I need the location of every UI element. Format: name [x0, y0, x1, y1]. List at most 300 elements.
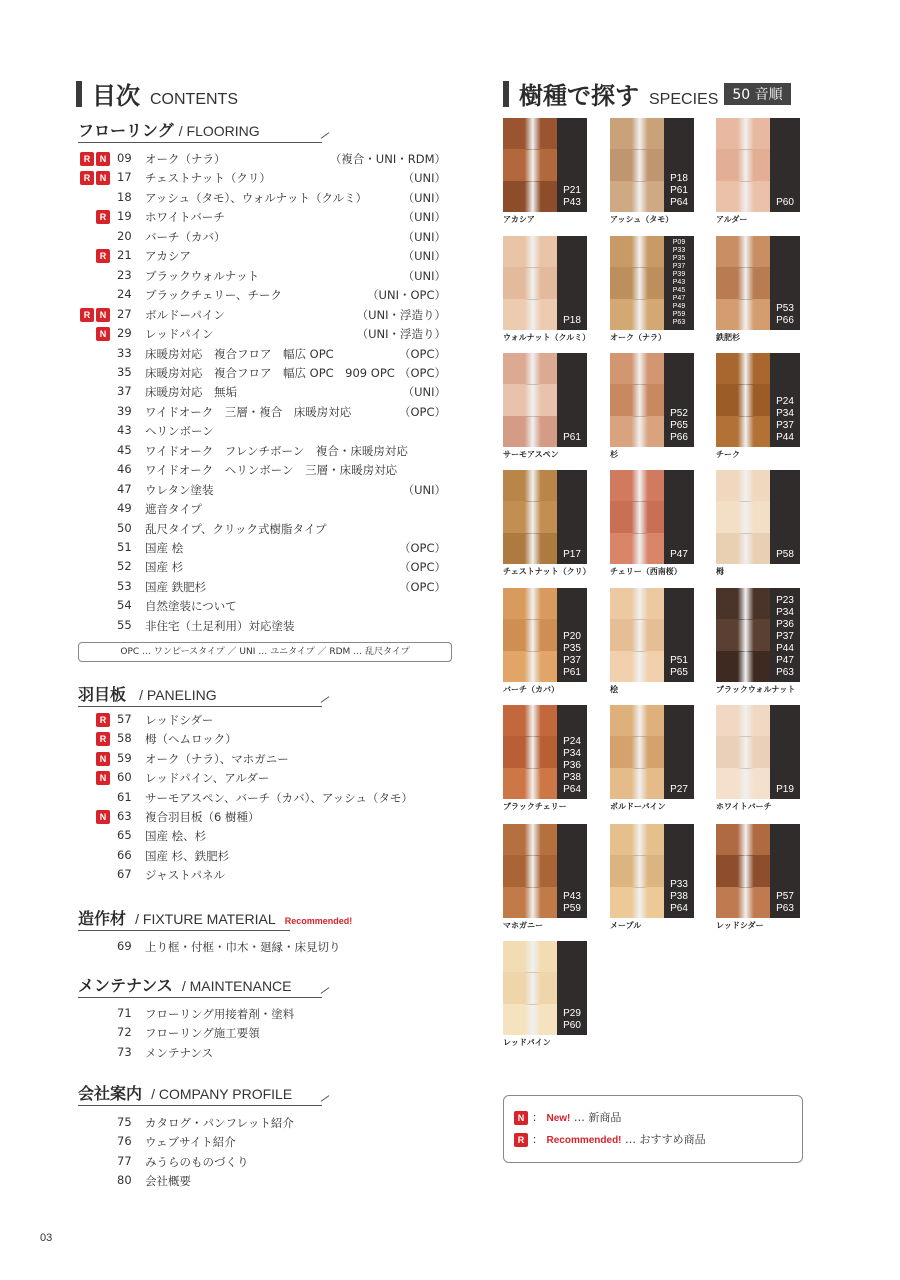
paneling-heading — [78, 682, 328, 706]
species-name: サーモアスペン — [503, 450, 559, 459]
paneling-title-ja: 羽目板 — [78, 685, 127, 704]
wood-plank — [610, 588, 664, 620]
toc-row — [76, 770, 446, 789]
recommended-badge: R — [80, 308, 94, 322]
wood-plank — [503, 299, 557, 330]
product-type: （UNI・浮造り） — [356, 307, 446, 322]
wood-plank — [610, 236, 664, 268]
page-ref: 21 — [117, 248, 132, 263]
badge-group — [76, 752, 112, 766]
species-tile — [610, 824, 698, 918]
wood-plank — [716, 267, 770, 300]
toc-title: 国産 桧 — [145, 541, 184, 555]
page-ref: 61 — [117, 789, 132, 804]
page-ref: 73 — [117, 1044, 132, 1059]
toc-row — [76, 939, 446, 958]
wood-plank — [716, 824, 770, 856]
species-page-refs — [664, 549, 694, 561]
page-ref: 60 — [117, 770, 132, 785]
section-underline — [78, 706, 322, 707]
product-type: （UNI） — [402, 385, 446, 400]
species-page-ref: P47 — [672, 295, 686, 302]
recommended-badge: R — [514, 1133, 528, 1147]
species-page-ref: P44 — [776, 643, 794, 654]
page-ref: 37 — [117, 384, 132, 399]
species-page-ref: P65 — [670, 667, 688, 678]
species-tile — [610, 705, 698, 799]
species-page-refs — [770, 197, 800, 209]
wood-plank — [503, 824, 557, 856]
flooring-title-ja: フローリング — [78, 121, 174, 140]
species-page-ref: P37 — [672, 263, 686, 270]
wood-plank — [503, 384, 557, 417]
species-page-ref: P34 — [776, 607, 794, 618]
species-name: ブラックウォルナット — [716, 685, 796, 694]
toc-title: みうらのものづくり — [145, 1154, 249, 1169]
wood-plank — [610, 470, 664, 502]
toc-row — [76, 1045, 446, 1064]
toc-row — [76, 1025, 446, 1044]
page-ref: 49 — [117, 501, 132, 516]
page-ref: 29 — [117, 326, 132, 341]
section-underline — [78, 1105, 322, 1106]
species-name: ホワイトバーチ — [716, 802, 772, 811]
wood-plank — [610, 353, 664, 385]
species-tile — [716, 118, 804, 212]
wood-plank — [610, 267, 664, 300]
toc-row — [76, 404, 446, 423]
toc-row — [76, 1006, 446, 1025]
species-page-ref: P36 — [776, 619, 794, 630]
wood-plank — [716, 588, 770, 620]
wood-sample-image — [716, 705, 770, 799]
toc-title: サーモアスペン、バーチ（カバ）、アッシュ（タモ） — [145, 790, 413, 805]
species-page-ref: P66 — [670, 432, 688, 443]
species-page-ref: P38 — [563, 772, 581, 783]
wood-sample-image — [610, 588, 664, 682]
page-ref: 47 — [117, 481, 132, 496]
toc-title: 国産 桧、杉 — [145, 829, 207, 844]
wood-sample-image — [716, 353, 770, 447]
species-name: 鉄肥杉 — [716, 333, 740, 342]
toc-title: アカシア — [145, 249, 191, 264]
wood-plank — [610, 736, 664, 769]
wood-plank — [503, 887, 557, 918]
species-tile — [503, 941, 591, 1035]
species-page-refs — [557, 549, 587, 561]
species-page-ref: P44 — [776, 432, 794, 443]
toc-title: メンテナンス — [145, 1045, 214, 1060]
toc-row — [76, 170, 446, 189]
page-ref: 27 — [117, 306, 132, 321]
species-name: チェリー（西南桜） — [610, 567, 682, 576]
species-page-ref: P39 — [672, 271, 686, 278]
toc-title: 複合羽目板（6 樹種） — [145, 810, 260, 824]
toc-title: 上り框・付框・巾木・廻縁・床見切り — [145, 940, 341, 954]
toc-title: ワイドオーク フレンチボーン 複合・床暖房対応 — [145, 443, 408, 458]
species-page-refs — [770, 549, 800, 561]
species-tile — [610, 470, 698, 564]
wood-plank — [716, 855, 770, 888]
wood-plank — [503, 533, 557, 564]
toc-title: 床暖房対応 無垢 — [145, 385, 237, 400]
species-tile — [610, 236, 698, 330]
species-page-ref: P29 — [563, 1008, 581, 1019]
page-ref: 76 — [117, 1134, 132, 1149]
wood-plank — [503, 1004, 557, 1035]
species-tile — [716, 470, 804, 564]
page-ref: 71 — [117, 1006, 132, 1020]
toc-row — [76, 540, 446, 559]
species-page-ref: P52 — [670, 408, 688, 419]
toc-row — [76, 809, 446, 828]
wood-sample-image — [503, 236, 557, 330]
species-page-ref: P60 — [563, 1020, 581, 1031]
wood-plank — [610, 533, 664, 564]
toc-title: 自然塗装について — [145, 599, 237, 614]
toc-row — [76, 365, 446, 384]
wood-plank — [610, 651, 664, 682]
species-page-refs — [557, 315, 587, 327]
toc-title: フローリング施工要領 — [145, 1026, 260, 1041]
product-type: （UNI） — [402, 229, 446, 244]
product-type: （UNI・浮造り） — [356, 327, 446, 342]
toc-title: 遮音タイプ — [145, 502, 202, 517]
new-badge: N — [96, 152, 110, 166]
toc-title: ワイドオーク 三層・複合 床暖房対応 — [145, 404, 352, 419]
wood-sample-image — [503, 705, 557, 799]
page-ref: 54 — [117, 598, 132, 613]
section-underline-tail — [321, 696, 330, 703]
page-ref: 69 — [117, 939, 132, 953]
wood-plank — [503, 736, 557, 769]
species-name: チーク — [716, 450, 740, 459]
page-ref: 50 — [117, 520, 132, 535]
page-ref: 63 — [117, 809, 132, 823]
wood-plank — [503, 181, 557, 212]
wood-plank — [716, 533, 770, 564]
species-page-ref: P61 — [563, 667, 581, 678]
toc-row — [76, 287, 446, 306]
species-page-refs — [770, 595, 800, 679]
species-page-ref: P33 — [670, 879, 688, 890]
product-type: （UNI） — [402, 268, 446, 283]
fixture-title-en: / FIXTURE MATERIAL — [135, 911, 276, 927]
product-type: （OPC） — [398, 346, 446, 361]
toc-row — [76, 268, 446, 287]
species-page-ref: P35 — [672, 255, 686, 262]
species-name: アッシュ（タモ） — [610, 215, 674, 224]
wood-plank — [503, 941, 557, 973]
species-page-ref: P43 — [563, 197, 581, 208]
wood-plank — [716, 149, 770, 182]
page-ref: 18 — [117, 189, 132, 204]
species-tile — [503, 470, 591, 564]
wood-sample-image — [610, 353, 664, 447]
page-ref: 80 — [117, 1173, 132, 1188]
wood-plank — [716, 181, 770, 212]
badge-group — [76, 249, 112, 263]
species-name: 杉 — [610, 450, 618, 459]
wood-plank — [610, 887, 664, 918]
toc-row — [76, 307, 446, 326]
toc-row — [76, 731, 446, 750]
wood-plank — [503, 416, 557, 447]
page-ref: 09 — [117, 151, 132, 165]
toc-row — [76, 618, 446, 637]
product-type: （UNI・OPC） — [367, 288, 446, 303]
badge-group — [76, 732, 112, 746]
section-underline-tail — [321, 132, 330, 139]
recommended-tag: Recommended! — [284, 916, 353, 926]
species-page-ref: P57 — [776, 891, 794, 902]
toc-row — [76, 598, 446, 617]
toc-title: レッドパイン — [145, 327, 214, 342]
heading-bar — [76, 81, 82, 107]
species-name: チェストナット（クリ） — [503, 567, 591, 576]
wood-sample-image — [716, 588, 770, 682]
wood-plank — [716, 768, 770, 799]
product-type: （OPC） — [398, 560, 446, 575]
wood-sample-image — [716, 236, 770, 330]
wood-plank — [716, 705, 770, 737]
page-ref: 45 — [117, 442, 132, 457]
toc-title: ウェブサイト紹介 — [145, 1135, 236, 1150]
species-name: レッドパイン — [503, 1038, 551, 1047]
page-ref: 55 — [117, 617, 132, 632]
species-page-ref: P21 — [563, 185, 581, 196]
species-page-ref: P24 — [563, 736, 581, 747]
species-page-ref: P49 — [672, 303, 686, 310]
new-badge: N — [96, 752, 110, 766]
wood-plank — [610, 149, 664, 182]
order-badge: 50 音順 — [724, 83, 790, 105]
page-ref: 19 — [117, 209, 132, 224]
page-ref: 39 — [117, 403, 132, 418]
flooring-title-en: / FLOORING — [178, 123, 260, 139]
recommended-badge: R — [80, 171, 94, 185]
species-name: ブラックチェリー — [503, 802, 567, 811]
toc-row — [76, 867, 446, 886]
species-title-en: SPECIES — [649, 91, 719, 108]
product-type: （UNI） — [402, 249, 446, 264]
species-heading — [503, 76, 791, 111]
product-type: （OPC） — [398, 404, 446, 419]
toc-title: ブラックチェリー、チーク — [145, 288, 282, 303]
wood-plank — [503, 588, 557, 620]
contents-heading — [76, 76, 238, 111]
new-badge: N — [514, 1111, 528, 1125]
toc-row — [76, 1115, 446, 1134]
toc-title: 会社概要 — [145, 1174, 191, 1189]
recommended-badge: R — [96, 732, 110, 746]
wood-plank — [503, 118, 557, 150]
species-page-ref: P23 — [776, 595, 794, 606]
recommended-badge: R — [80, 152, 94, 166]
wood-plank — [610, 619, 664, 652]
product-type: （OPC） — [398, 541, 446, 555]
type-legend: OPC … ワンピースタイプ ／ UNI … ユニタイプ ／ RDM … 乱尺タイプ — [78, 642, 452, 662]
species-page-refs — [664, 784, 694, 796]
toc-row — [76, 712, 446, 731]
toc-row — [76, 482, 446, 501]
species-tile — [610, 118, 698, 212]
wood-plank — [503, 267, 557, 300]
toc-row — [76, 229, 446, 248]
species-page-ref: P37 — [563, 655, 581, 666]
species-page-ref: P63 — [776, 903, 794, 914]
species-page-ref: P45 — [672, 287, 686, 294]
toc-title: バーチ（カバ） — [145, 229, 226, 244]
page-ref: 23 — [117, 267, 132, 282]
wood-plank — [610, 768, 664, 799]
species-tile — [716, 236, 804, 330]
wood-plank — [716, 651, 770, 682]
page-ref: 53 — [117, 578, 132, 593]
wood-sample-image — [503, 824, 557, 918]
species-page-ref: P20 — [563, 631, 581, 642]
toc-title: ウレタン塗装 — [145, 482, 214, 497]
toc-row — [76, 501, 446, 520]
species-page-refs — [770, 303, 800, 327]
species-name: 栂 — [716, 567, 724, 576]
toc-title: 乱尺タイプ、クリック式樹脂タイプ — [145, 521, 327, 536]
species-page-refs — [770, 784, 800, 796]
section-underline-tail — [321, 1095, 330, 1102]
species-tile — [503, 236, 591, 330]
species-page-ref: P18 — [563, 315, 581, 326]
product-type: （UNI） — [402, 482, 446, 497]
species-page-refs — [664, 655, 694, 679]
species-tile — [716, 588, 804, 682]
wood-plank — [503, 236, 557, 268]
toc-row — [76, 384, 446, 403]
species-tile — [503, 353, 591, 447]
species-page-ref: P47 — [670, 549, 688, 560]
contents-title-ja: 目次 — [92, 82, 140, 110]
section-underline — [78, 930, 290, 931]
toc-title: ヘリンボーン — [145, 424, 214, 439]
wood-plank — [610, 824, 664, 856]
badge-group — [76, 152, 112, 166]
species-page-ref: P36 — [563, 760, 581, 771]
species-page-refs — [557, 432, 587, 444]
species-page-ref: P24 — [776, 396, 794, 407]
wood-plank — [503, 353, 557, 385]
wood-sample-image — [716, 470, 770, 564]
toc-row — [76, 1134, 446, 1153]
page-ref: 77 — [117, 1153, 132, 1168]
species-page-refs — [557, 891, 587, 915]
species-page-ref: P59 — [672, 311, 686, 318]
page-ref: 75 — [117, 1115, 132, 1129]
wood-sample-image — [716, 824, 770, 918]
wood-sample-image — [503, 941, 557, 1035]
product-type: （UNI） — [402, 190, 446, 205]
badge-group — [76, 771, 112, 785]
wood-plank — [716, 353, 770, 385]
species-title-ja: 樹種で探す — [519, 82, 639, 110]
page-ref: 57 — [117, 712, 132, 726]
species-page-refs — [664, 879, 694, 915]
toc-row — [76, 790, 446, 809]
species-name: ウォルナット（クルミ） — [503, 333, 591, 342]
species-name: 桧 — [610, 685, 618, 694]
toc-title: 国産 杉 — [145, 560, 184, 575]
toc-row — [76, 559, 446, 578]
recommended-badge: R — [96, 713, 110, 727]
toc-title: ジャストパネル — [145, 868, 226, 883]
species-tile — [610, 588, 698, 682]
species-page-ref: P61 — [670, 185, 688, 196]
toc-row — [76, 248, 446, 267]
page-ref: 59 — [117, 750, 132, 765]
section-underline — [78, 997, 322, 998]
toc-row — [76, 423, 446, 442]
species-tile — [503, 705, 591, 799]
company-title-ja: 会社案内 — [78, 1084, 143, 1103]
wood-plank — [716, 619, 770, 652]
recommended-badge: R — [96, 210, 110, 224]
toc-title: レッドパイン、アルダー — [145, 771, 270, 786]
toc-row — [76, 190, 446, 209]
page-number: 03 — [40, 1232, 53, 1244]
wood-plank — [503, 705, 557, 737]
wood-plank — [503, 651, 557, 682]
wood-plank — [716, 299, 770, 330]
wood-plank — [716, 736, 770, 769]
wood-plank — [610, 501, 664, 534]
contents-title-en: CONTENTS — [150, 91, 238, 108]
page-ref: 67 — [117, 867, 132, 882]
species-page-ref: P53 — [776, 303, 794, 314]
recommended-label: Recommended! — [546, 1135, 622, 1146]
species-page-refs — [664, 408, 694, 444]
species-name: マホガニー — [503, 921, 543, 930]
species-page-ref: P61 — [563, 432, 581, 443]
recommended-legend: R ： Recommended! … おすすめ商品 — [514, 1131, 706, 1147]
species-name: バーチ（カバ） — [503, 685, 559, 694]
toc-row — [76, 462, 446, 481]
wood-sample-image — [716, 118, 770, 212]
wood-plank — [716, 887, 770, 918]
heading-bar — [503, 81, 509, 107]
badge-group — [76, 171, 112, 185]
toc-row — [76, 1173, 446, 1192]
wood-sample-image — [610, 118, 664, 212]
new-text: … 新商品 — [573, 1111, 622, 1124]
toc-row — [76, 346, 446, 365]
species-page-refs — [557, 631, 587, 679]
wood-plank — [716, 501, 770, 534]
toc-title: アッシュ（タモ）、ウォルナット（クルミ） — [145, 190, 368, 205]
new-badge: N — [96, 327, 110, 341]
badge-group — [76, 810, 112, 824]
recommended-badge: R — [96, 249, 110, 263]
wood-plank — [716, 416, 770, 447]
species-page-ref: P34 — [776, 408, 794, 419]
new-legend: N ： New! … 新商品 — [514, 1109, 621, 1125]
species-name: レッドシダー — [716, 921, 764, 930]
species-page-refs — [557, 736, 587, 796]
page-ref: 24 — [117, 287, 132, 302]
species-page-ref: P63 — [672, 319, 686, 326]
page-ref: 35 — [117, 364, 132, 379]
wood-plank — [716, 118, 770, 150]
species-tile — [503, 824, 591, 918]
species-page-ref: P43 — [563, 891, 581, 902]
species-tile — [503, 588, 591, 682]
